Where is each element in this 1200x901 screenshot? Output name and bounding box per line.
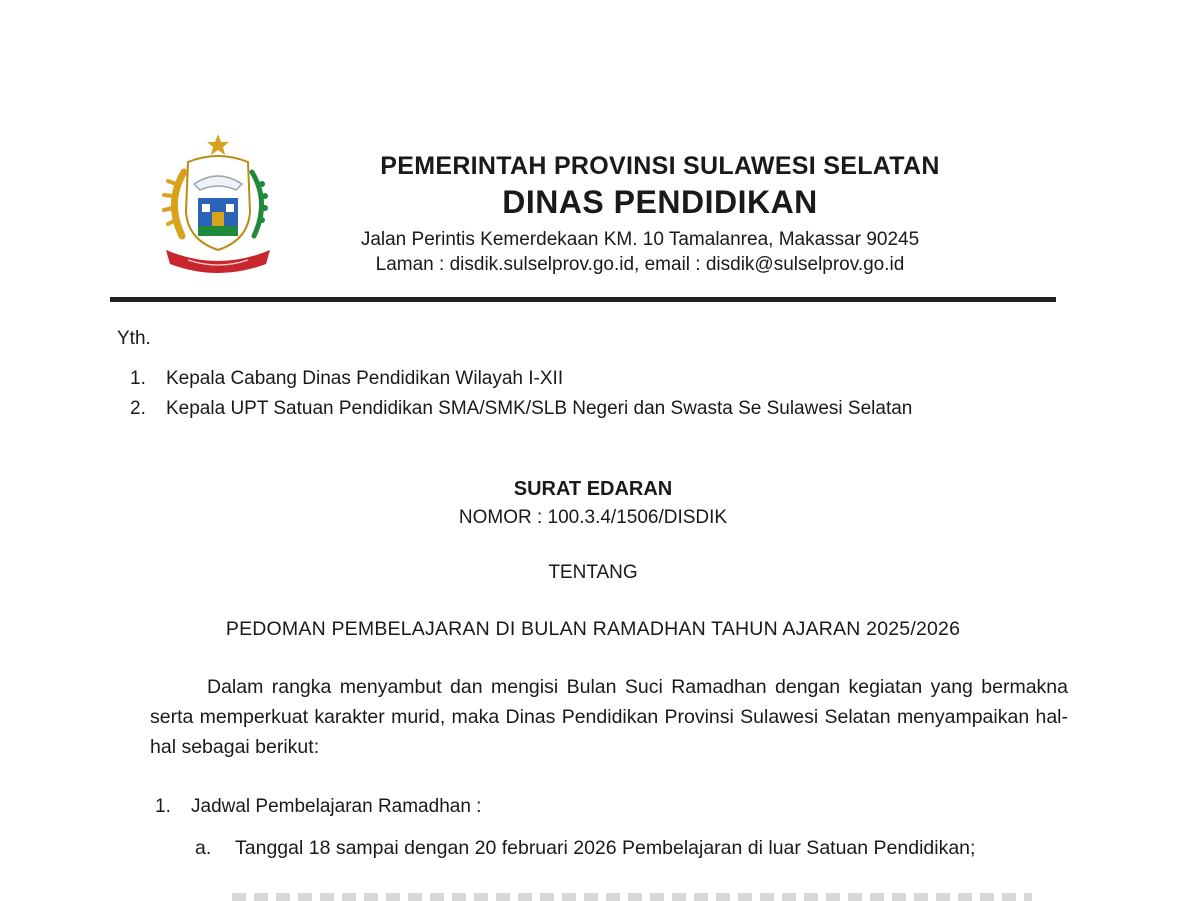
circular-number: NOMOR : 100.3.4/1506/DISDIK bbox=[458, 507, 728, 528]
recipient-text: Kepala UPT Satuan Pendidikan SMA/SMK/SLB Negeri dan Swasta Se Sulawesi Selatan bbox=[166, 398, 913, 419]
salutation: Yth. bbox=[117, 328, 151, 349]
point-title: Jadwal Pembelajaran Ramadhan : bbox=[191, 796, 482, 817]
recipient-number: 2. bbox=[130, 398, 146, 419]
recipient-text: Kepala Cabang Dinas Pendidikan Wilayah I-XII bbox=[166, 368, 564, 389]
letterhead-divider bbox=[110, 297, 1056, 302]
recipient-item bbox=[130, 398, 913, 420]
provincial-emblem-icon bbox=[158, 132, 278, 276]
recipient-item bbox=[130, 368, 564, 390]
intro-paragraph: Dalam rangka menyambut dan mengisi Bulan Suci Ramadhan dengan kegiatan yang bermakna serta memperkuat karakter murid, maka Dinas Pendidikan Provinsi Sulawesi Selatan menyampaikan hal-hal sebagai berikut: bbox=[150, 676, 1068, 758]
government-heading: PEMERINTAH PROVINSI SULAWESI SELATAN bbox=[380, 152, 940, 180]
sub-point-text: Tanggal 18 sampai dengan 20 februari 2026 Pembelajaran di luar Satuan Pendidikan; bbox=[235, 837, 976, 859]
point-item bbox=[155, 796, 482, 818]
circular-about-label: TENTANG bbox=[548, 562, 638, 583]
circular-subject: PEDOMAN PEMBELAJARAN DI BULAN RAMADHAN TAHUN AJARAN 2025/2026 bbox=[225, 618, 961, 640]
agency-contact: Laman : disdik.sulselprov.go.id, email : disdik@sulselprov.go.id bbox=[375, 254, 905, 275]
sub-point-marker: a. bbox=[195, 837, 212, 859]
recipient-number: 1. bbox=[130, 368, 146, 389]
agency-address: Jalan Perintis Kemerdekaan KM. 10 Tamalanrea, Makassar 90245 bbox=[360, 229, 920, 250]
agency-heading: DINAS PENDIDIKAN bbox=[502, 184, 818, 220]
circular-title: SURAT EDARAN bbox=[513, 478, 673, 500]
point-number: 1. bbox=[155, 796, 171, 817]
